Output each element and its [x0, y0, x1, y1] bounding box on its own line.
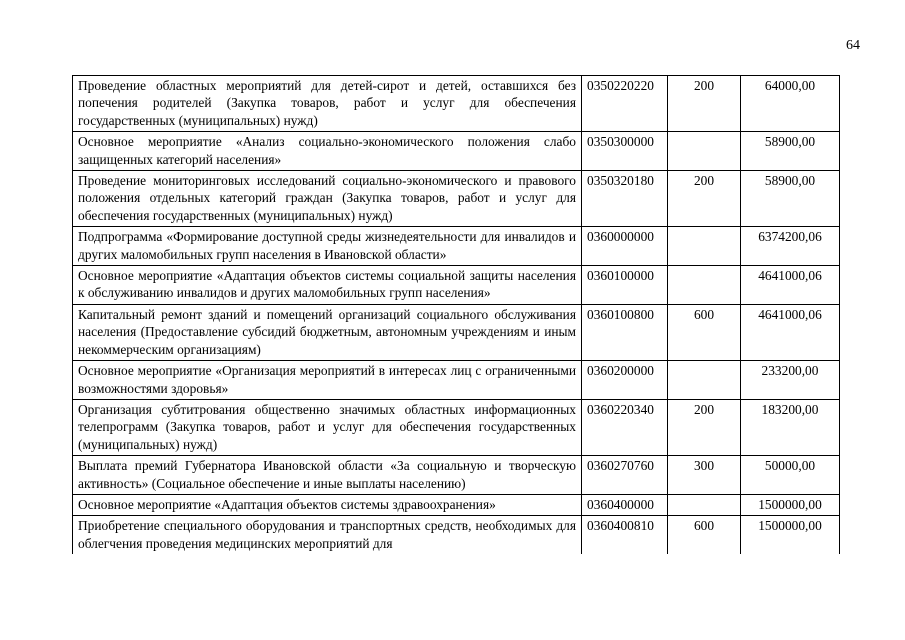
- row-expense-type: [668, 266, 741, 305]
- row-code: 0360200000: [582, 361, 668, 400]
- row-expense-type: 200: [668, 399, 741, 455]
- table-row: [73, 171, 840, 227]
- row-code: 0360100800: [582, 304, 668, 360]
- row-code: 0350300000: [582, 132, 668, 171]
- row-name-cell: [73, 516, 582, 555]
- row-expense-type: [668, 132, 741, 171]
- row-amount: 50000,00: [741, 456, 840, 495]
- row-name: Подпрограмма «Формирование доступной среды жизнедеятельности для инвалидов и других маломобильных групп населения в Ивановской области»: [73, 227, 582, 266]
- row-name: Основное мероприятие «Адаптация объектов системы здравоохранения»: [73, 494, 582, 515]
- row-expense-type: 600: [668, 304, 741, 360]
- table-row: [73, 456, 840, 495]
- row-amount: 6374200,06: [741, 227, 840, 266]
- row-amount: 233200,00: [741, 361, 840, 400]
- row-name: Проведение областных мероприятий для детей-сирот и детей, оставшихся без попечения родителей (Закупка товаров, работ и услуг для обеспечения государственных (муниципальных) нужд): [73, 76, 582, 132]
- budget-table: [72, 75, 840, 554]
- row-amount: 58900,00: [741, 171, 840, 227]
- row-code: 0360000000: [582, 227, 668, 266]
- row-amount: 64000,00: [741, 76, 840, 132]
- table-row: [73, 361, 840, 400]
- row-name: Основное мероприятие «Анализ социально-экономического положения слабо защищенных категорий населения»: [73, 132, 582, 171]
- table-row: [73, 494, 840, 515]
- row-code: 0350320180: [582, 171, 668, 227]
- row-name: Основное мероприятие «Организация мероприятий в интересах лиц с ограниченными возможностями здоровья»: [73, 361, 582, 400]
- row-name: Капитальный ремонт зданий и помещений организаций социального обслуживания населения (Предоставление субсидий бюджетным, автономным учреждениям и иным некоммерческим организациям): [73, 304, 582, 360]
- row-name: Проведение мониторинговых исследований социально-экономического и правового положения отдельных категорий граждан (Закупка товаров, работ и услуг для обеспечения государственных (муниципальных) нужд): [73, 171, 582, 227]
- row-expense-type: 200: [668, 171, 741, 227]
- row-expense-type: 600: [668, 516, 741, 555]
- row-code: 0360100000: [582, 266, 668, 305]
- row-amount: 1500000,00: [741, 516, 840, 555]
- table-row: [73, 304, 840, 360]
- row-name: Основное мероприятие «Адаптация объектов системы социальной защиты населения к обслуживанию инвалидов и других маломобильных групп населения»: [73, 266, 582, 305]
- row-expense-type: 200: [668, 76, 741, 132]
- row-amount: 4641000,06: [741, 304, 840, 360]
- row-code: 0360400000: [582, 494, 668, 515]
- table-row: [73, 76, 840, 132]
- row-expense-type: [668, 494, 741, 515]
- table-row: [73, 399, 840, 455]
- row-name: Приобретение специального оборудования и транспортных средств, необходимых для облегчения проведения медицинских мероприятий для: [78, 518, 576, 551]
- row-amount: 1500000,00: [741, 494, 840, 515]
- row-expense-type: [668, 227, 741, 266]
- row-code: 0350220220: [582, 76, 668, 132]
- table-row: [73, 132, 840, 171]
- table-row: [73, 516, 840, 555]
- table-row: [73, 227, 840, 266]
- row-amount: 183200,00: [741, 399, 840, 455]
- row-code: 0360400810: [582, 516, 668, 555]
- row-amount: 58900,00: [741, 132, 840, 171]
- row-amount: 4641000,06: [741, 266, 840, 305]
- page-number: 64: [846, 38, 860, 53]
- row-code: 0360220340: [582, 399, 668, 455]
- table-row: [73, 266, 840, 305]
- row-expense-type: 300: [668, 456, 741, 495]
- row-code: 0360270760: [582, 456, 668, 495]
- row-name: Выплата премий Губернатора Ивановской области «За социальную и творческую активность» (Социальное обеспечение и иные выплаты населению): [73, 456, 582, 495]
- row-name: Организация субтитрования общественно значимых областных информационных телепрограмм (Закупка товаров, работ и услуг для обеспечения государственных (муниципальных) нужд): [73, 399, 582, 455]
- row-expense-type: [668, 361, 741, 400]
